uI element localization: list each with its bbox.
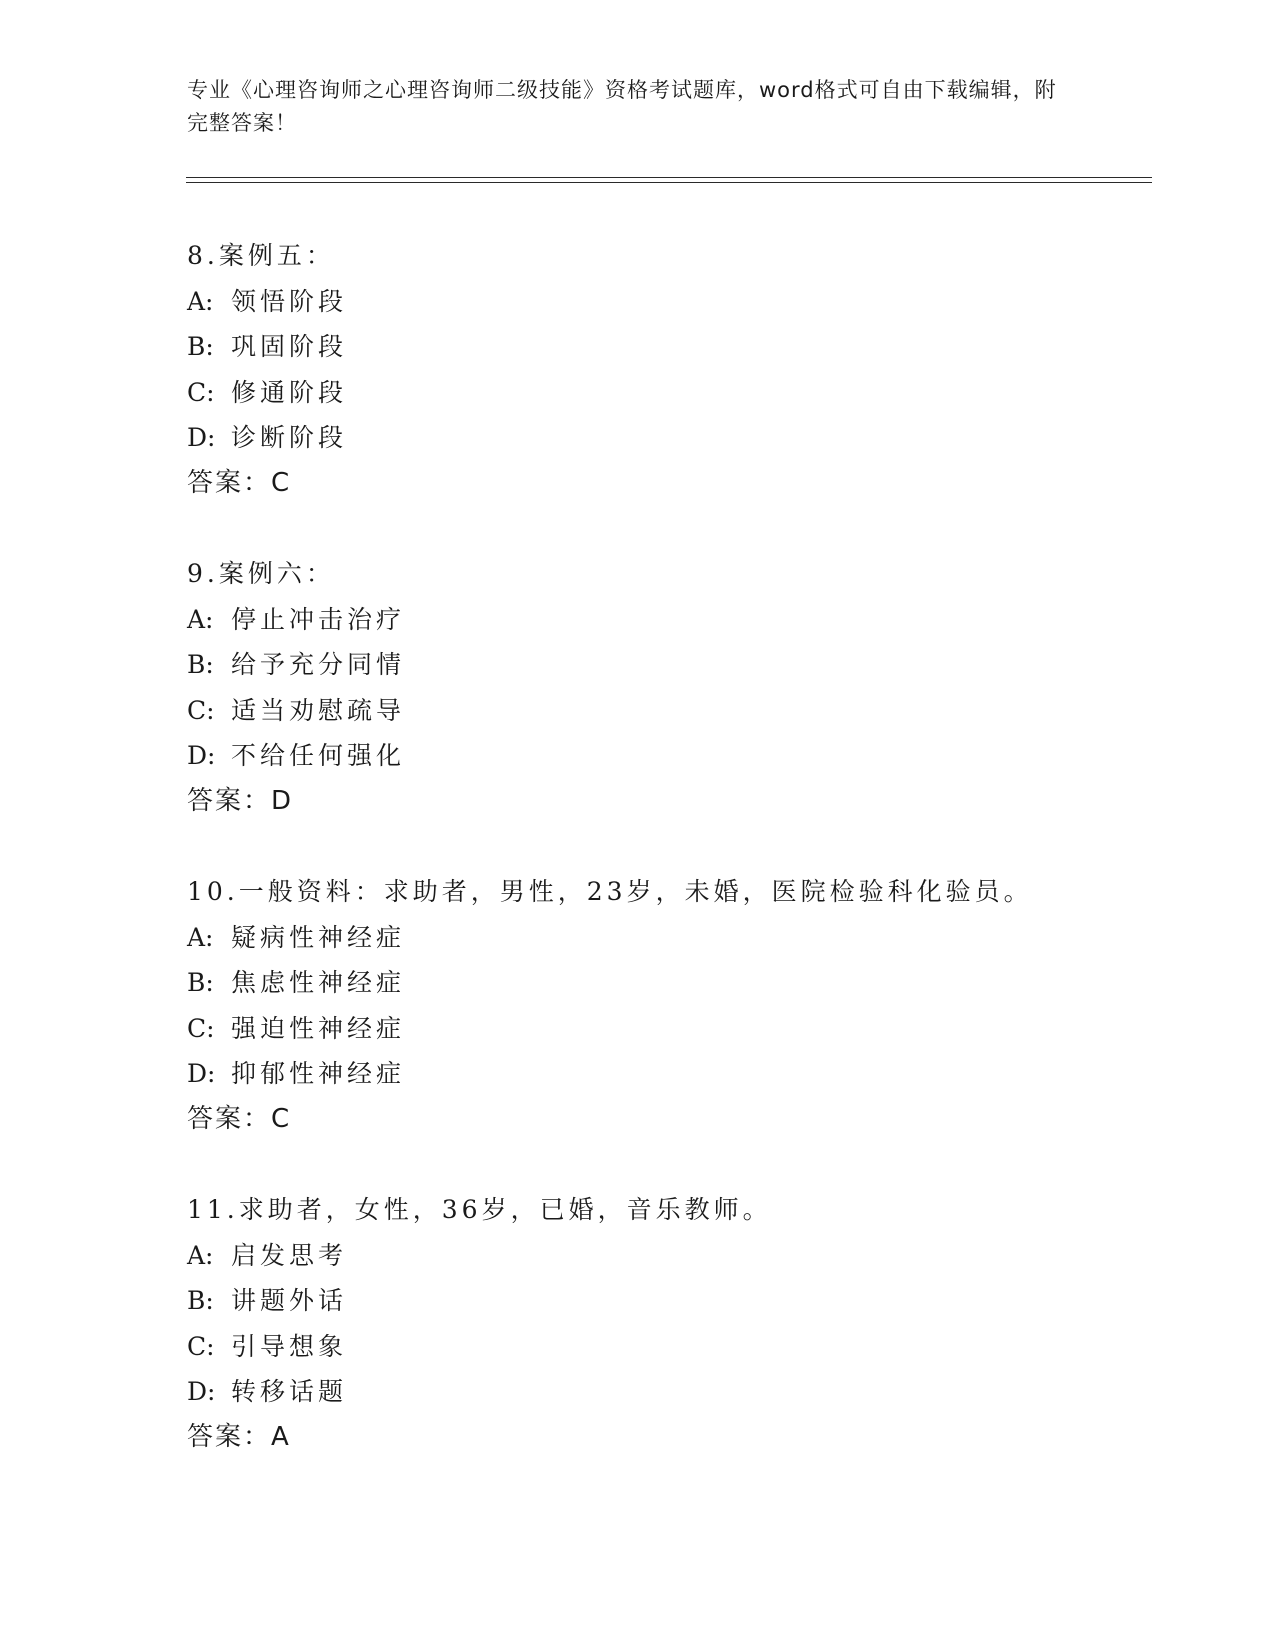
option-c (187, 1006, 1147, 1052)
question-8 (187, 233, 1147, 506)
option-letter: D: (187, 1059, 216, 1088)
option-letter: D: (187, 1377, 216, 1406)
option-b (187, 1278, 1147, 1324)
question-spacer (187, 824, 1147, 869)
option-letter: C: (187, 1013, 215, 1043)
option-a (187, 597, 1147, 643)
option-d (187, 1051, 1147, 1097)
option-letter: C: (187, 377, 215, 407)
option-letter: B: (187, 968, 214, 997)
option-text: 抑郁性神经症 (231, 1059, 406, 1088)
question-10 (187, 869, 1147, 1142)
option-letter: B: (187, 1286, 214, 1315)
option-text: 疑病性神经症 (231, 922, 406, 952)
question-stem: 9.案例六： (187, 559, 335, 588)
option-text: 领悟阶段 (231, 286, 348, 316)
option-a (187, 279, 1147, 325)
option-text: 讲题外话 (231, 1286, 348, 1315)
option-text: 焦虑性神经症 (231, 968, 406, 997)
option-text: 强迫性神经症 (231, 1013, 406, 1043)
answer-line: 答案：A (187, 1421, 291, 1452)
option-letter: D: (187, 423, 216, 452)
answer-line: 答案：C (187, 467, 292, 498)
option-b (187, 324, 1147, 370)
option-c (187, 688, 1147, 734)
answer-line: 答案：D (187, 785, 294, 816)
header-divider-bottom (186, 182, 1152, 183)
option-letter: C: (187, 695, 215, 725)
question-stem: 10.一般资料：求助者，男性，23岁，未婚，医院检验科化验员。 (187, 877, 1033, 906)
option-letter: A: (187, 922, 214, 952)
header-intro-text: 专业《心理咨询师之心理咨询师二级技能》资格考试题库，word格式可自由下载编辑，附完整答案！ (187, 78, 1057, 135)
option-letter: A: (187, 286, 214, 316)
option-a (187, 1233, 1147, 1279)
option-text: 停止冲击治疗 (231, 604, 406, 634)
option-letter: A: (187, 1240, 214, 1270)
question-spacer (187, 506, 1147, 551)
option-d (187, 733, 1147, 779)
option-b (187, 960, 1147, 1006)
option-c (187, 1324, 1147, 1370)
option-text: 给予充分同情 (231, 650, 406, 679)
option-letter: C: (187, 1331, 215, 1361)
option-text: 诊断阶段 (231, 423, 348, 452)
option-text: 巩固阶段 (231, 332, 348, 361)
option-text: 启发思考 (231, 1240, 348, 1270)
option-c (187, 370, 1147, 416)
option-text: 适当劝慰疏导 (231, 695, 406, 725)
option-text: 转移话题 (231, 1377, 348, 1406)
question-stem: 11.求助者，女性，36岁，已婚，音乐教师。 (187, 1195, 772, 1224)
option-letter: B: (187, 332, 214, 361)
option-letter: B: (187, 650, 214, 679)
option-text: 引导想象 (231, 1331, 348, 1361)
question-11 (187, 1187, 1147, 1460)
question-stem: 8.案例五： (187, 241, 335, 270)
document-header (187, 74, 1067, 140)
question-9 (187, 551, 1147, 824)
question-list (187, 233, 1147, 1460)
option-text: 修通阶段 (231, 377, 348, 407)
option-a (187, 915, 1147, 961)
option-letter: D: (187, 741, 216, 770)
option-d (187, 415, 1147, 461)
question-spacer (187, 1142, 1147, 1187)
option-b (187, 642, 1147, 688)
header-divider-top (186, 177, 1152, 178)
option-d (187, 1369, 1147, 1415)
option-text: 不给任何强化 (231, 741, 406, 770)
answer-line: 答案：C (187, 1103, 292, 1134)
option-letter: A: (187, 604, 214, 634)
